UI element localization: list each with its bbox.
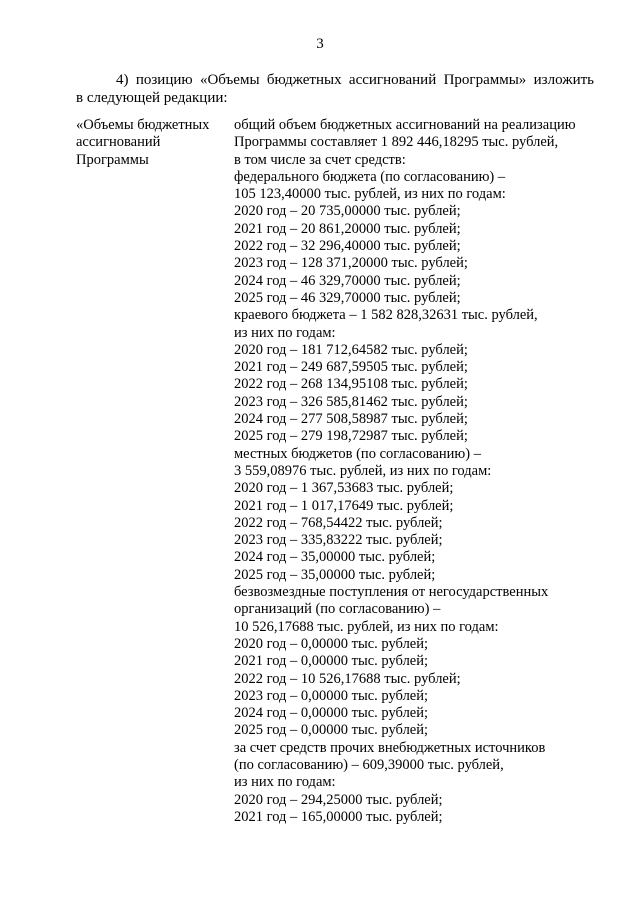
passport-label-line: Программы xyxy=(76,151,149,168)
funding-line: 2020 год – 294,25000 тыс. рублей; xyxy=(234,791,443,808)
funding-line: общий объем бюджетных ассигнований на реализацию xyxy=(234,117,576,133)
funding-line: 2023 год – 335,83222 тыс. рублей; xyxy=(234,532,443,549)
funding-line: 2020 год – 181 712,64582 тыс. рублей; xyxy=(234,341,468,358)
funding-line: 2023 год – 326 585,81462 тыс. рублей; xyxy=(234,393,468,410)
funding-line: 2023 год – 0,00000 тыс. рублей; xyxy=(234,687,429,704)
funding-line: за счет средств прочих внебюджетных источников xyxy=(234,739,546,756)
funding-line: из них по годам: xyxy=(234,774,336,791)
funding-line: 2025 год – 279 198,72987 тыс. рублей; xyxy=(234,428,468,445)
funding-line: 2025 год – 35,00000 тыс. рублей; xyxy=(234,566,436,583)
funding-line: в том числе за счет средств: xyxy=(234,151,406,168)
funding-line: 2024 год – 0,00000 тыс. рублей; xyxy=(234,705,429,722)
funding-line: 2024 год – 277 508,58987 тыс. рублей; xyxy=(234,411,468,428)
funding-line: 2020 год – 20 735,00000 тыс. рублей; xyxy=(234,203,461,220)
funding-line: 3 559,08976 тыс. рублей, из них по годам: xyxy=(234,462,492,479)
funding-line: 2021 год – 165,00000 тыс. рублей; xyxy=(234,808,443,825)
funding-line: (по согласованию) – 609,39000 тыс. рублей, xyxy=(234,756,504,773)
funding-line: краевого бюджета – 1 582 828,32631 тыс. рублей, xyxy=(234,307,538,324)
page-number: 3 xyxy=(316,36,324,52)
funding-line: Программы составляет 1 892 446,18295 тыс. рублей, xyxy=(234,134,559,151)
funding-line: 105 123,40000 тыс. рублей, из них по годам: xyxy=(234,186,506,203)
intro-paragraph xyxy=(76,71,594,107)
funding-line: из них по годам: xyxy=(234,324,336,341)
funding-line: 2021 год – 1 017,17649 тыс. рублей; xyxy=(234,497,454,514)
funding-line: 2022 год – 268 134,95108 тыс. рублей; xyxy=(234,376,468,393)
funding-line: 2024 год – 35,00000 тыс. рублей; xyxy=(234,549,436,566)
funding-line: 10 526,17688 тыс. рублей, из них по годам: xyxy=(234,618,499,635)
funding-line: 2023 год – 128 371,20000 тыс. рублей; xyxy=(234,255,468,272)
funding-line: 2022 год – 10 526,17688 тыс. рублей; xyxy=(234,670,461,687)
passport-label-column xyxy=(76,117,226,169)
funding-line: безвозмездные поступления от негосударственных xyxy=(234,584,549,601)
funding-line: 2021 год – 249 687,59505 тыс. рублей; xyxy=(234,359,468,376)
funding-line: 2025 год – 46 329,70000 тыс. рублей; xyxy=(234,289,461,306)
passport-value-column xyxy=(234,117,598,826)
funding-line: местных бюджетов (по согласованию) – xyxy=(234,445,481,462)
passport-label-line: «Объемы бюджетных xyxy=(76,117,210,133)
funding-line: федерального бюджета (по согласованию) – xyxy=(234,168,506,185)
funding-line: 2020 год – 0,00000 тыс. рублей; xyxy=(234,635,429,652)
funding-line: 2024 год – 46 329,70000 тыс. рублей; xyxy=(234,272,461,289)
funding-line: 2020 год – 1 367,53683 тыс. рублей; xyxy=(234,480,454,497)
funding-line: 2022 год – 32 296,40000 тыс. рублей; xyxy=(234,238,461,255)
funding-line: 2025 год – 0,00000 тыс. рублей; xyxy=(234,722,429,739)
passport-label-line: ассигнований xyxy=(76,134,161,151)
funding-line: 2021 год – 0,00000 тыс. рублей; xyxy=(234,653,429,670)
funding-line: 2022 год – 768,54422 тыс. рублей; xyxy=(234,514,443,531)
intro-line-1: 4) позицию «Объемы бюджетных ассигнований Программы» изложить xyxy=(116,72,594,88)
funding-line: 2021 год – 20 861,20000 тыс. рублей; xyxy=(234,220,461,237)
funding-line: организаций (по согласованию) – xyxy=(234,601,441,618)
intro-line-2: в следующей редакции: xyxy=(76,90,228,106)
